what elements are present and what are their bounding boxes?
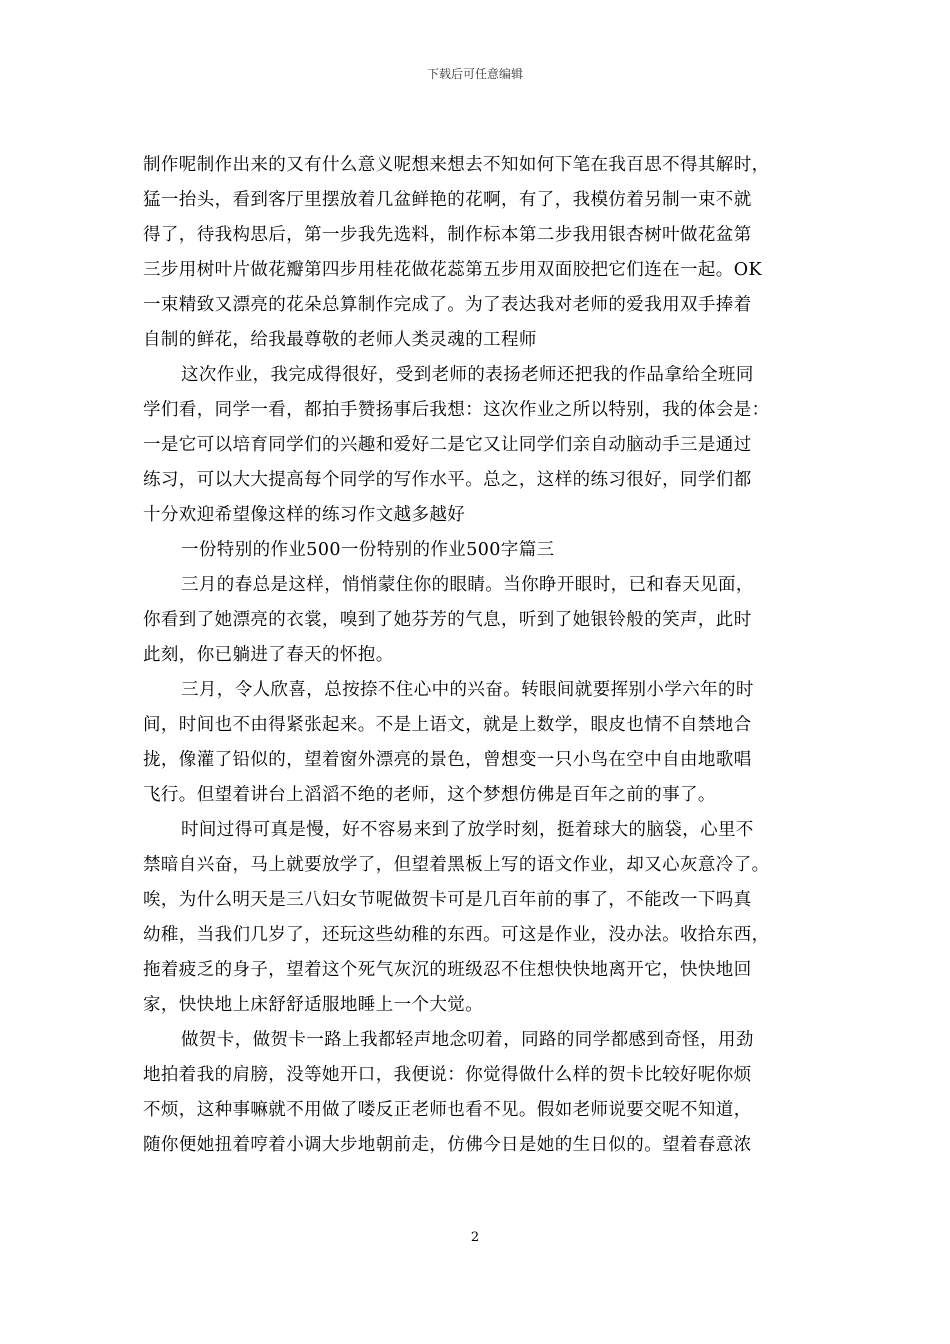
text-line: 你看到了她漂亮的衣裳，嗅到了她芬芳的气息，听到了她银铃般的笑声，此时	[143, 610, 752, 630]
text-line: 地拍着我的肩膀，没等她开口，我便说：你觉得做什么样的贺卡比较好呢你烦	[143, 1065, 752, 1085]
text-line: 飞行。但望着讲台上滔滔不绝的老师，这个梦想仿佛是百年之前的事了。	[143, 785, 716, 805]
text-line: 练习，可以大大提高每个同学的写作水平。总之，这样的练习很好，同学们都	[143, 470, 752, 490]
paragraph-start-line: 时间过得可真是慢，好不容易来到了放学时刻，挺着球大的脑袋，心里不	[181, 820, 754, 840]
text-line: 拖着疲乏的身子，望着这个死气灰沉的班级忍不住想快快地离开它，快快地回	[143, 960, 752, 980]
paragraph-start-line: 三月，令人欣喜，总按捺不住心中的兴奋。转眼间就要挥别小学六年的时	[181, 680, 754, 700]
page-number: 2	[470, 1230, 480, 1245]
paragraph-start-line: 三月的春总是这样，悄悄蒙住你的眼睛。当你睁开眼时，已和春天见面，	[181, 575, 754, 595]
text-line: 十分欢迎希望像这样的练习作文越多越好	[143, 505, 466, 525]
text-line: 此刻，你已躺进了春天的怀抱。	[143, 645, 394, 665]
page-header: 下载后可任意编辑	[426, 67, 523, 81]
text-line: 猛一抬头，看到客厅里摆放着几盆鲜艳的花啊，有了，我模仿着另制一束不就	[143, 190, 752, 210]
text-line: 间，时间也不由得紧张起来。不是上语文，就是上数学，眼皮也情不自禁地合	[143, 715, 752, 735]
text-line: 学们看，同学一看，都拍手赞扬事后我想：这次作业之所以特别，我的体会是：	[143, 400, 770, 420]
text-line: 不烦，这种事嘛就不用做了喽反正老师也看不见。假如老师说要交呢不知道，	[143, 1100, 752, 1120]
text-line: 自制的鲜花，给我最尊敬的老师人类灵魂的工程师	[143, 330, 537, 350]
text-line: 唉，为什么明天是三八妇女节呢做贺卡可是几百年前的事了，不能改一下吗真	[143, 890, 752, 910]
text-line: 制作呢制作出来的又有什么意义呢想来想去不知如何下笔在我百思不得其解时，	[143, 155, 770, 175]
text-line: 家，快快地上床舒舒适服地睡上一个大觉。	[143, 995, 484, 1015]
text-line: 随你便她扭着哼着小调大步地朝前走，仿佛今日是她的生日似的。望着春意浓	[143, 1135, 752, 1155]
document-body	[143, 148, 823, 1163]
text-line: 幼稚，当我们几岁了，还玩这些幼稚的东西。可这是作业，没办法。收拾东西，	[143, 925, 770, 945]
text-line: 三步用树叶片做花瓣第四步用桂花做花蕊第五步用双面胶把它们连在一起。OK	[143, 260, 762, 280]
paragraph-start-line: 做贺卡，做贺卡一路上我都轻声地念叨着，同路的同学都感到奇怪，用劲	[181, 1030, 754, 1050]
text-line: 得了，待我构思后，第一步我先选料，制作标本第二步我用银杏树叶做花盆第	[143, 225, 752, 245]
text-line: 拢，像灌了铅似的，望着窗外漂亮的景色，曾想变一只小鸟在空中自由地歌唱	[143, 750, 752, 770]
section-heading: 一份特别的作业500一份特别的作业500字篇三	[181, 540, 555, 560]
text-line: 一是它可以培育同学们的兴趣和爱好二是它又让同学们亲自动脑动手三是通过	[143, 435, 752, 455]
text-line: 禁暗自兴奋，马上就要放学了，但望着黑板上写的语文作业，却又心灰意冷了。	[143, 855, 770, 875]
paragraph-start-line: 这次作业，我完成得很好，受到老师的表扬老师还把我的作品拿给全班同	[181, 365, 754, 385]
text-line: 一束精致又漂亮的花朵总算制作完成了。为了表达我对老师的爱我用双手捧着	[143, 295, 752, 315]
